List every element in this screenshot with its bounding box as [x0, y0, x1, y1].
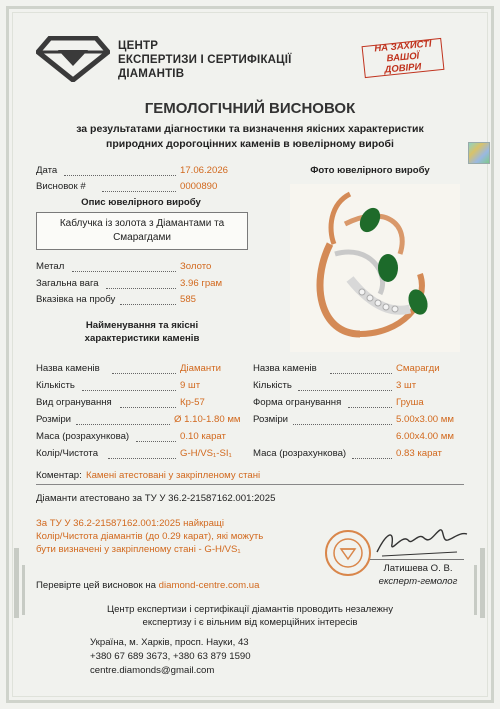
verify-text: Перевірте цей висновок на [36, 580, 159, 591]
emerald-name-label: Назва каменів [253, 363, 317, 374]
emerald-name-value: Смарагди [396, 363, 440, 374]
weight-label: Загальна вага [36, 278, 99, 289]
footer-line1: Центр експертизи і сертифікації діамантів проводить незалежну [107, 604, 393, 615]
comment-value: Камені атестовані у закріпленому стані [86, 470, 261, 481]
emerald-size-value-2: 6.00х4.00 мм [396, 431, 454, 442]
diamond-name-leader [112, 373, 176, 374]
diamond-name-value: Діаманти [180, 363, 221, 374]
ring-photo [290, 184, 460, 352]
diamond-color-value: G-H/VS₁-SI₁ [180, 448, 232, 459]
photo-label: Фото ювелірного виробу [310, 165, 430, 176]
diamond-count-value: 9 шт [180, 380, 201, 391]
diamond-size-leader [76, 424, 170, 425]
note-line1: За ТУ У 36.2-21587162.001:2025 найкращі [36, 518, 224, 529]
emerald-size-label: Розміри [253, 414, 289, 425]
emerald-count-value: 3 шт [396, 380, 417, 391]
footer-email[interactable]: centre.diamonds@gmail.com [90, 665, 215, 676]
ornament-left [14, 548, 19, 618]
verify-site-link[interactable]: diamond-centre.com.ua [158, 580, 260, 591]
comment-label: Коментар: [36, 470, 82, 481]
probe-label: Вказівка на пробу [36, 294, 116, 305]
probe-leader [120, 304, 176, 305]
description-line2: Смарагдами [113, 232, 171, 243]
conclusion-label: Висновок # [36, 181, 86, 192]
emerald-size-leader [293, 424, 392, 425]
expert-name: Латишева О. В. [383, 563, 453, 574]
metal-value: Золото [180, 261, 212, 272]
emerald-count-label: Кількість [253, 380, 292, 391]
date-leader [64, 175, 176, 176]
footer-line2: експертизу і є вільним від комерційних інтересів [142, 617, 358, 628]
diamond-cut-value: Кр-57 [180, 397, 205, 408]
footer-address: Україна, м. Харків, просп. Науки, 43 [90, 637, 249, 648]
diamond-name-label: Назва каменів [36, 363, 100, 374]
slogan-line3: ДОВІРИ [384, 61, 422, 76]
hologram-sticker [468, 142, 490, 164]
diamond-cut-label: Вид огранування [36, 397, 112, 408]
date-label: Дата [36, 165, 58, 176]
diamond-color-leader [108, 458, 176, 459]
diamond-logo-icon [36, 36, 110, 82]
description-label: Опис ювелірного виробу [81, 197, 201, 208]
weight-value: 3.96 грам [180, 278, 223, 289]
probe-value: 585 [180, 294, 197, 305]
diamond-mass-label: Маса (розрахункова) [36, 431, 130, 442]
org-name-line3: ДІАМАНТІВ [118, 68, 185, 80]
emerald-mass-value: 0.83 карат [396, 448, 442, 459]
note-line3: бути визначені у закріпленому стані - G-H/VS₁ [36, 544, 241, 555]
diamond-count-leader [82, 390, 176, 391]
emerald-count-leader [298, 390, 392, 391]
comment-divider [36, 484, 464, 485]
signature-icon [372, 522, 472, 562]
slogan-line2: ВАШОЇ [386, 50, 420, 65]
emerald-shape-leader [348, 407, 392, 408]
emerald-mass-label: Маса (розрахункова) [253, 448, 347, 459]
document-subtitle-2: природних дорогоцінних каменів в ювелірному виробі [106, 138, 394, 150]
diamond-mass-leader [136, 441, 176, 442]
diamond-size-value: Ø 1.10-1.80 мм [174, 414, 241, 425]
diamond-size-label: Розміри [36, 414, 72, 425]
expert-role: експерт-гемолог [378, 576, 458, 587]
diamond-count-label: Кількість [36, 380, 75, 391]
weight-leader [106, 288, 176, 289]
signature-line [370, 559, 464, 560]
certified-standard: Діаманти атестовано за ТУ У 36.2-21587162.001:2025 [36, 493, 276, 504]
org-name-line2: ЕКСПЕРТИЗИ І СЕРТИФІКАЦІЇ [118, 54, 292, 66]
ornament-left-2 [22, 565, 25, 615]
document-subtitle-1: за результатами діагностики та визначення якісних характеристик [76, 123, 424, 135]
emerald-shape-label: Форма огранування [253, 397, 342, 408]
stones-heading-2: характеристики каменів [84, 333, 200, 344]
description-line1: Каблучка із золота з Діамантами та [59, 218, 225, 229]
footer-phones: +380 67 689 3673, +380 63 879 1590 [90, 651, 251, 662]
emerald-name-leader [330, 373, 392, 374]
ornament-right [480, 548, 485, 618]
conclusion-value: 0000890 [180, 181, 218, 192]
emerald-shape-value: Груша [396, 397, 424, 408]
stones-heading-1: Найменування та якісні [85, 320, 199, 331]
emerald-mass-leader [352, 458, 392, 459]
diamond-color-label: Колір/Чистота [36, 448, 99, 459]
document-title: ГЕМОЛОГІЧНИЙ ВИСНОВОК [144, 100, 356, 117]
slogan-line1: НА ЗАХИСТІ [373, 38, 433, 55]
date-value: 17.06.2026 [180, 165, 229, 176]
diamond-cut-leader [120, 407, 176, 408]
diamond-mass-value: 0.10 карат [180, 431, 226, 442]
verify-line [36, 580, 259, 592]
note-line2: Колір/Чистота діамантів (до 0.29 карат), які можуть [36, 531, 264, 542]
metal-label: Метал [36, 261, 65, 272]
org-name-line1: ЦЕНТР [118, 40, 159, 52]
emerald-size-value-1: 5.00х3.00 мм [396, 414, 454, 425]
conclusion-leader [102, 191, 176, 192]
ornament-right-2 [474, 565, 477, 615]
metal-leader [72, 271, 176, 272]
